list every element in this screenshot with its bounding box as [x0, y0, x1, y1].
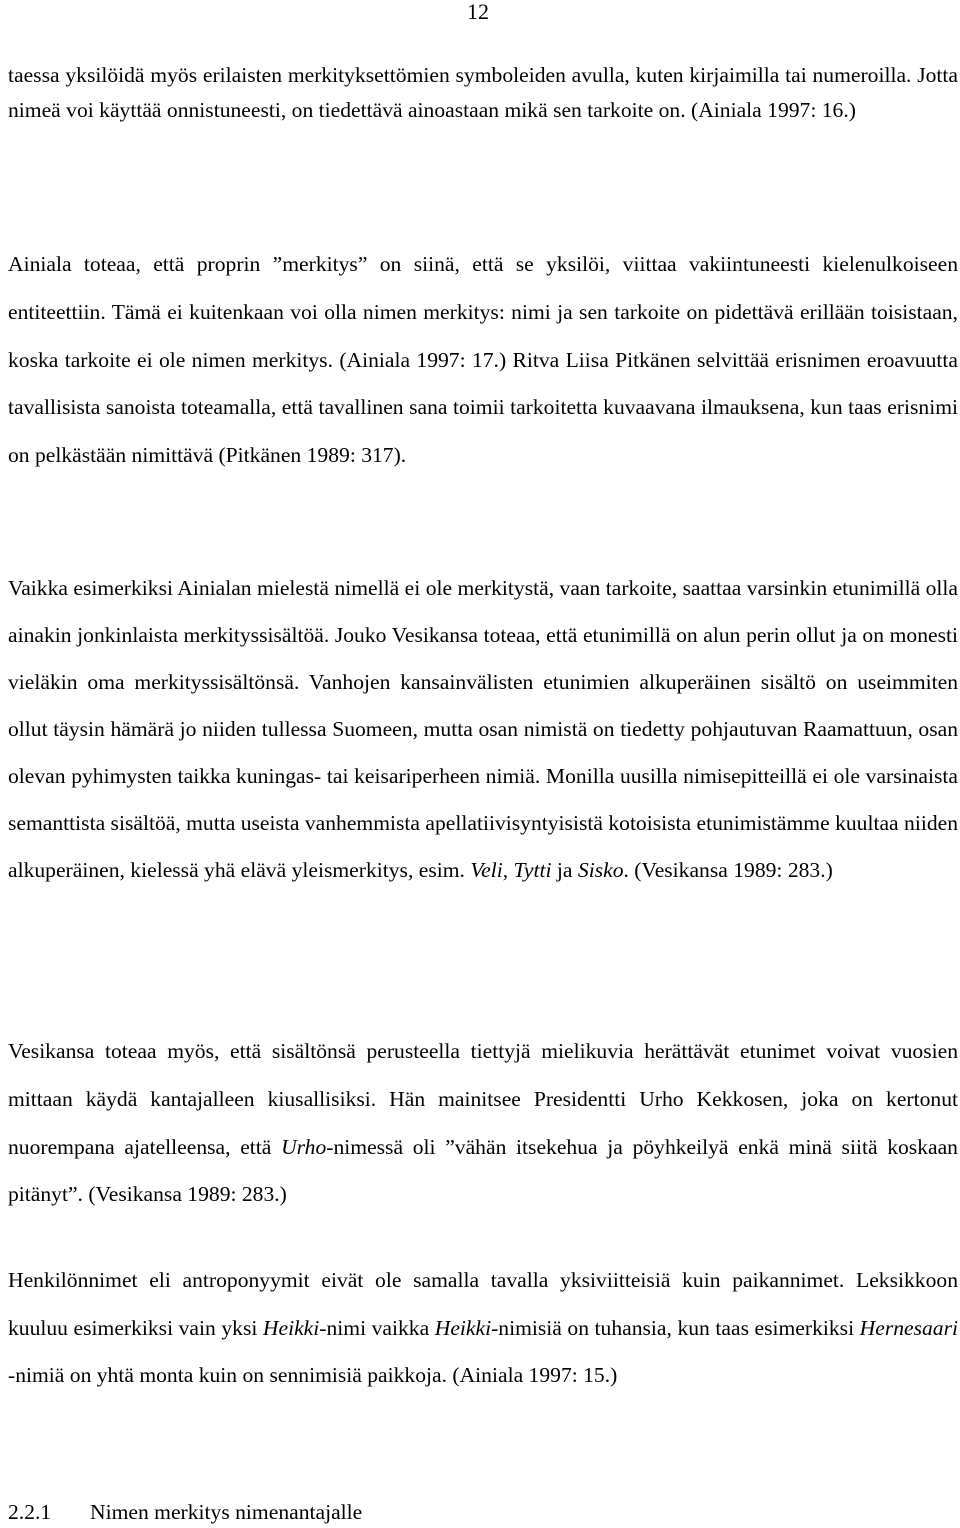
example-name-sisko: Sisko [577, 858, 624, 882]
example-name-hernesaari: Hernesaari [859, 1315, 959, 1340]
paragraph-4-quote: -nimessä oli ”vähän itsekehua ja pöyhkeilyä enkä minä siitä koskaan pitänyt”. (Vesikansa 1989: 283.) [8, 1134, 958, 1207]
section-number: 2.2.1 [8, 1500, 52, 1524]
paragraph-5-text: Henkilönnimet eli antroponyymit eivät ole samalla tavalla yksiviitteisiä kuin paikannimet. Leksikkoon kuuluu esimerkiksi vain yksi [8, 1268, 958, 1340]
paragraph-2: Ainiala toteaa, että proprin ”merkitys” on siinä, että se yksilöi, viittaa vakiintuneesti kielenulkoiseen entiteettiin. Tämä ei kuitenkaan voi olla nimen merkitys: nimi ja sen tarkoite on pidettävä erillään toisistaan, koska tarkoite ei ole nimen merkitys. (Ainiala 1997: 17.) Ritva Liisa Pitkänen selvittää erisnimen eroavuutta tavallisista sanoista toteamalla, että tavallinen sana toimii tarkoitetta kuvaavana ilmauksena, kun taas erisnimi on pelkästään nimittävä (Pitkänen 1989: 317). [8, 252, 958, 468]
paragraph-3 [8, 565, 958, 894]
citation: . (Vesikansa 1989: 283.) [623, 858, 833, 882]
paragraph-4 [8, 1028, 958, 1219]
paragraph-5-text: -nimiä on yhtä monta kuin on sennimisiä paikkoja. (Ainiala 1997: 15.) [8, 1363, 618, 1388]
paragraph-1: taessa yksilöidä myös erilaisten merkityksettömien symboleiden avulla, kuten kirjaimilla tai numeroilla. Jotta nimeä voi käyttää onnistuneesti, on tiedettävä ainoastaan mikä sen tarkoite on. (Ainiala 1997: 16.) [8, 63, 958, 123]
paragraph-5 [8, 1257, 958, 1400]
separator: , [502, 858, 514, 882]
paragraph-5-text: -nimi vaikka [319, 1315, 435, 1340]
section-heading [8, 1497, 362, 1527]
example-name-urho: Urho [281, 1134, 327, 1159]
section-title: Nimen merkitys nimenantajalle [90, 1500, 363, 1524]
example-name-tytti: Tytti [513, 858, 552, 882]
paragraph-4-text: Vesikansa toteaa myös, että sisältönsä perusteella tiettyjä mielikuvia herättävät etunimet voivat vuosien mittaan käydä kantajalleen kiusallisiksi. Hän mainitsee Presidentti Urho Kekkosen, joka on kertonut nuorempana ajatelleensa, että [8, 1039, 958, 1159]
example-name-heikki: Heikki [434, 1315, 492, 1340]
paragraph-3-text: Vaikka esimerkiksi Ainialan mielestä nimellä ei ole merkitystä, vaan tarkoite, saattaa varsinkin etunimillä olla ainakin jonkinlaista merkityssisältöä. Jouko Vesikansa toteaa, että etunimillä on alun perin ollut ja on monesti vieläkin oma merkityssisältönsä. Vanhojen kansainvälisten etunimien alkuperäinen sisältö on useimmiten ollut täysin hämärä jo niiden tullessa Suomeen, mutta osan nimistä on tiedetty pohjautuvan Raamattuun, osan olevan pyhimysten taikka kuningas- tai keisariperheen nimiä. Monilla uusilla nimisepitteillä ei ole varsinaista semanttista sisältöä, mutta useista vanhemmista apellatiivisyntyisistä kotoisista etunimistämme kuultaa niiden alkuperäinen, kielessä yhä elävä yleismerkitys, esim. [8, 576, 958, 882]
example-name-heikki: Heikki [262, 1315, 320, 1340]
page-number: 12 [467, 0, 489, 24]
paragraph-5-text: -nimisiä on tuhansia, kun taas esimerkiksi [491, 1315, 860, 1340]
separator: ja [551, 858, 578, 882]
example-name-veli: Veli [470, 858, 503, 882]
